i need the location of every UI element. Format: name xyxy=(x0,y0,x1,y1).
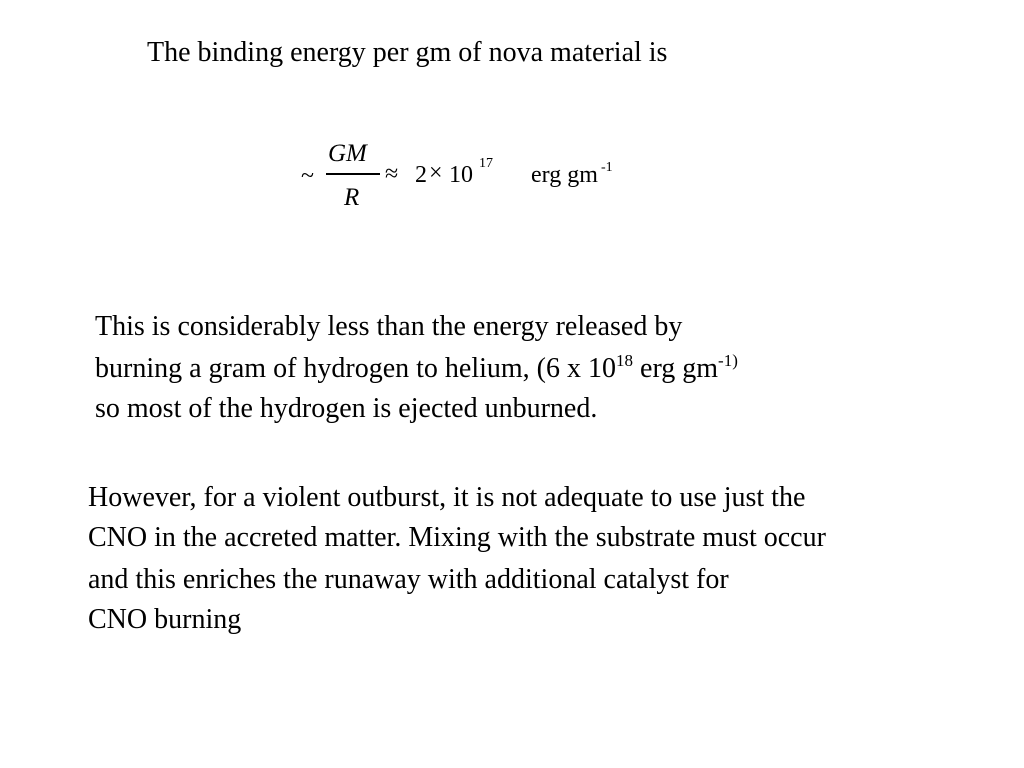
paragraph2-line1: However, for a violent outburst, it is not adequate to use just the xyxy=(88,482,806,513)
paragraph1-line2-prefix: burning a gram of hydrogen to helium, (6 x 10 xyxy=(95,353,617,384)
equation-numerator: GM xyxy=(328,140,367,167)
equation-approx-sign: ≈ xyxy=(385,161,399,187)
equation-tilde: ~ xyxy=(301,163,314,189)
paragraph2-line2: CNO in the accreted matter. Mixing with the substrate must occur xyxy=(88,522,826,553)
paragraph1-line2 xyxy=(95,352,738,386)
paragraph2-line3: and this enriches the runaway with additional catalyst for xyxy=(88,564,729,595)
equation-exponent: 17 xyxy=(479,156,493,171)
paragraph1-line1: This is considerably less than the energy released by xyxy=(95,311,683,342)
fraction-bar xyxy=(326,173,380,175)
equation-denominator: R xyxy=(344,184,360,211)
paragraph1-line2-middle: erg gm xyxy=(633,353,719,384)
equation-times-sign: × xyxy=(429,160,443,186)
slide-heading: The binding energy per gm of nova material is xyxy=(147,37,668,68)
binding-energy-equation xyxy=(298,138,638,218)
equation-coefficient: 2 xyxy=(415,162,427,188)
equation-units: erg gm xyxy=(531,162,598,188)
equation-base: 10 xyxy=(449,162,473,188)
paragraph1-line2-suffix: -1) xyxy=(718,351,738,370)
equation-units-exponent: -1 xyxy=(601,160,613,175)
paragraph2-line4: CNO burning xyxy=(88,604,242,635)
paragraph1-line2-exponent: 18 xyxy=(616,351,634,370)
paragraph1-line3: so most of the hydrogen is ejected unburned. xyxy=(95,393,598,424)
